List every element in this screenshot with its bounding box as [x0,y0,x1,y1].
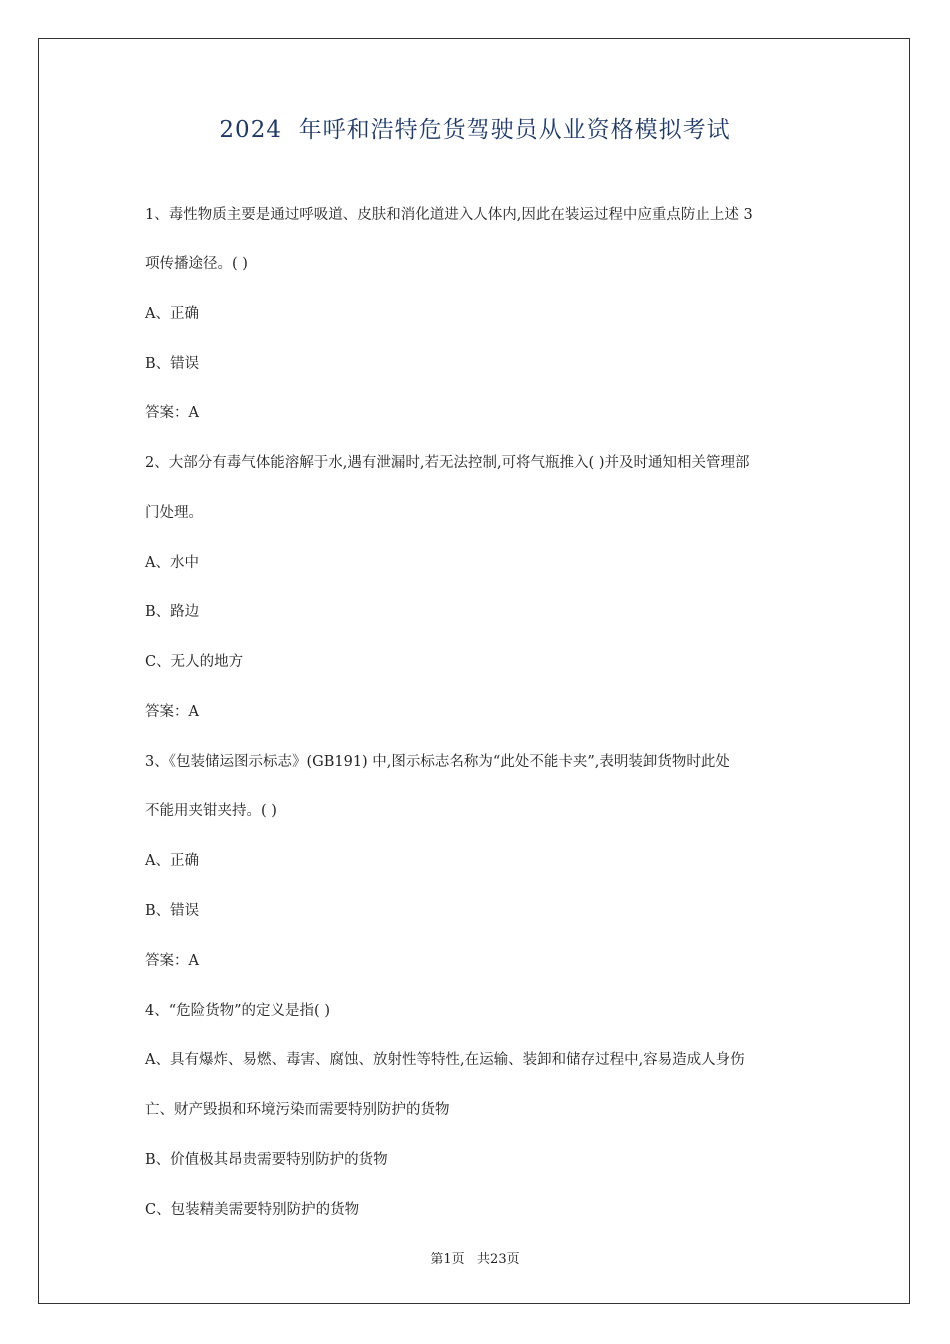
q2-stem-line-1: 2、大部分有毒气体能溶解于水,遇有泄漏时,若无法控制,可将气瓶推入( )并及时通知相关管理部 [145,455,750,471]
q3-stem-line-1: 3、《包装储运图示标志》(GB191) 中,图示标志名称为“此处不能卡夹”,表明装卸货物时此处 [145,754,730,770]
page-footer: 第1页 共23页 [430,1252,520,1267]
q3-option-b: B、错误 [145,903,200,919]
q3-stem-line-2: 不能用夹钳夹持。( ) [145,803,277,819]
q4-stem: 4、“危险货物”的定义是指( ) [145,1003,330,1019]
q1-option-b: B、错误 [145,356,200,372]
q2-stem-line-2: 门处理。 [145,505,203,521]
q3-option-a: A、正确 [145,853,199,869]
q1-stem-line-1: 1、毒性物质主要是通过呼吸道、皮肤和消化道进入人体内,因此在装运过程中应重点防止上述 3 [145,207,753,223]
q2-option-b: B、路边 [145,604,200,620]
q2-option-c: C、无人的地方 [145,654,244,670]
q1-option-a: A、正确 [145,306,199,322]
q2-option-a: A、水中 [145,555,199,571]
document-title: 2024 年呼和浩特危货驾驶员从业资格模拟考试 [219,117,731,143]
q1-stem-line-2: 项传播途径。( ) [145,256,248,272]
q4-option-b: B、价值极其昂贵需要特别防护的货物 [145,1152,388,1168]
q2-answer: 答案：A [145,704,199,720]
q4-option-c: C、包装精美需要特别防护的货物 [145,1202,360,1218]
q1-answer: 答案：A [145,405,199,421]
q3-answer: 答案：A [145,953,199,969]
q4-option-a-line-1: A、具有爆炸、易燃、毒害、腐蚀、放射性等特性,在运输、装卸和储存过程中,容易造成人身伤 [145,1052,745,1068]
q4-option-a-line-2: 亡、财产毁损和环境污染而需要特别防护的货物 [145,1102,450,1118]
